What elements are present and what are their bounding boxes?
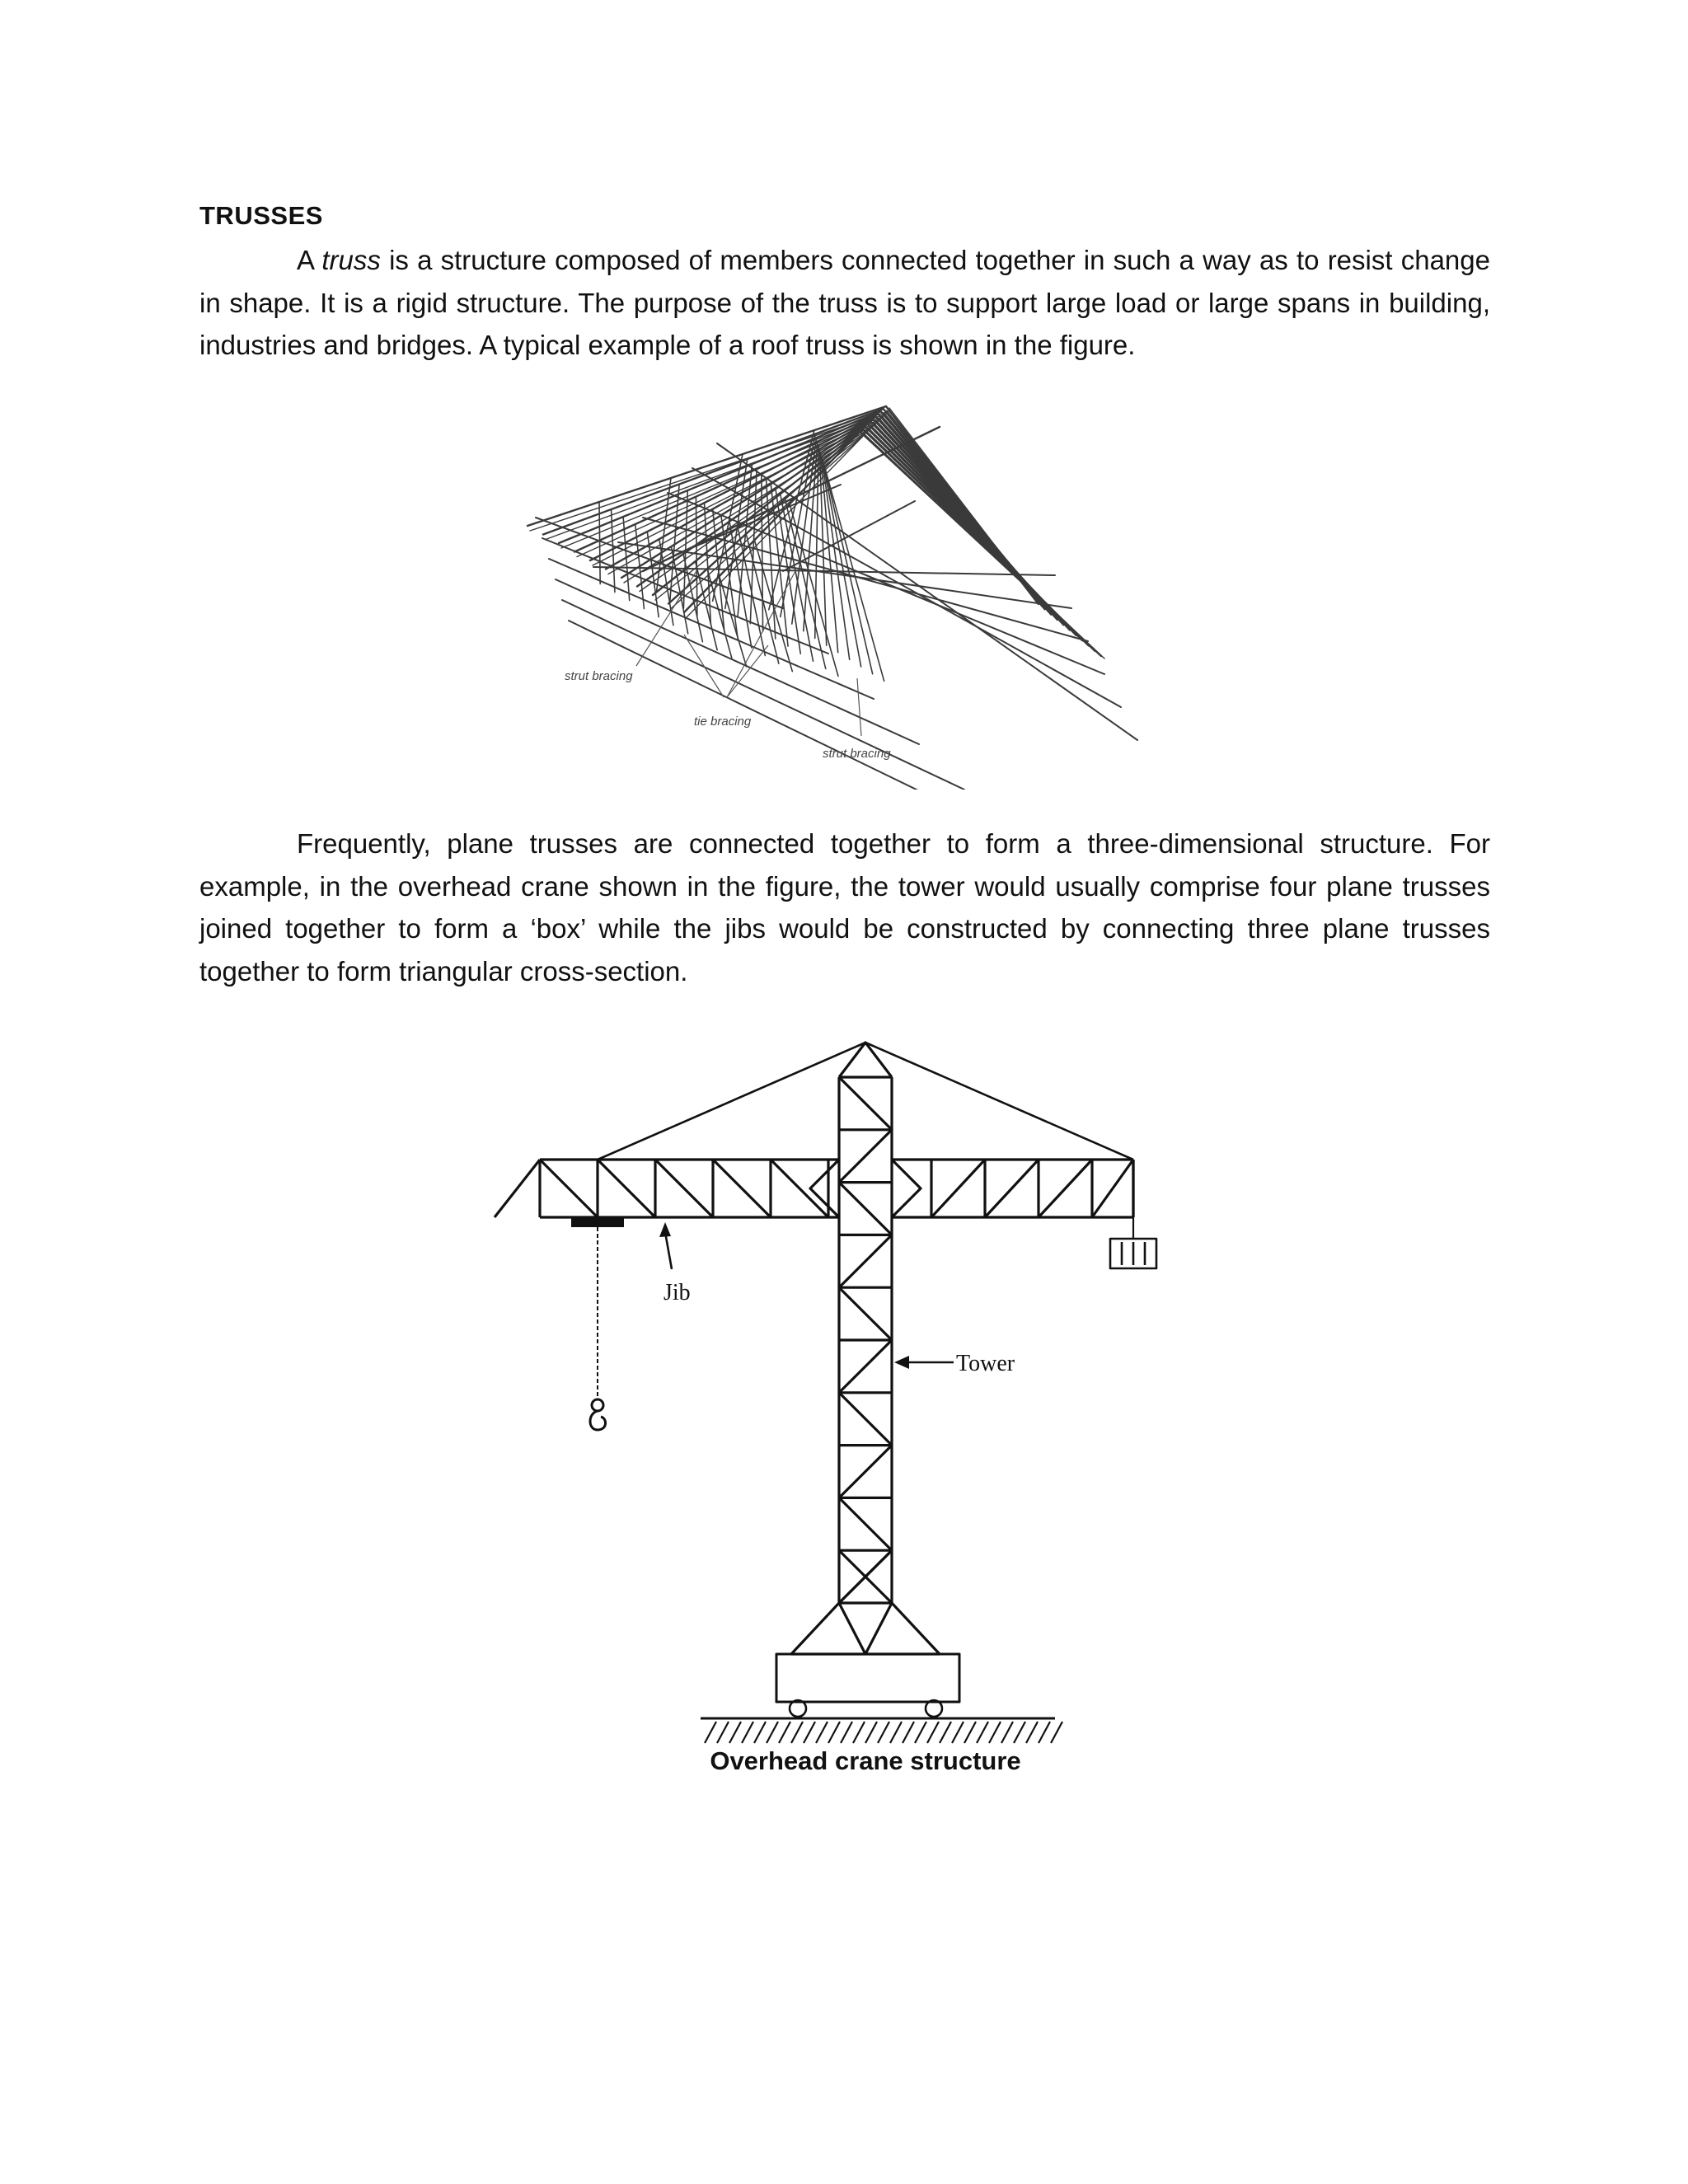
intro-rest: is a structure composed of members connected together in such a way as to resist change in shape. It is a rigid structure. The purpose of the truss is to support large load or large spans in building, industries and bridges. A typical example of a roof truss is shown in the figure. xyxy=(199,245,1490,360)
tower-label: Tower xyxy=(956,1351,1015,1376)
intro-lead: A xyxy=(297,245,322,275)
tower-truss xyxy=(839,1043,892,1603)
overhead-crane-figure xyxy=(482,1034,1183,1776)
pendant-cables xyxy=(598,1043,1133,1160)
strut-bracing-label-left: strut bracing xyxy=(565,669,633,683)
intro-paragraph xyxy=(199,239,1490,367)
strut-bracing-label-bottom: strut bracing xyxy=(823,747,891,761)
trolley xyxy=(571,1217,624,1227)
jib-label: Jib xyxy=(663,1280,691,1305)
tower-base xyxy=(776,1603,959,1717)
tie-bracing-label: tie bracing xyxy=(694,715,752,729)
counterweight xyxy=(1110,1239,1156,1268)
roof-truss-figure xyxy=(511,394,1154,790)
figure-caption: Overhead crane structure xyxy=(710,1746,1021,1775)
crane-paragraph xyxy=(199,823,1490,992)
roof-truss-drawing xyxy=(528,406,1137,790)
ground-hatching xyxy=(701,1718,1062,1743)
crane-paragraph-text: Frequently, plane trusses are connected together to form a three-dimensional structure. For example, in the overhead crane shown in the figure, the tower would usually comprise four plane trusses joined together to form a ‘box’ while the jibs would be constructed by connecting three plane trusses together to form triangular cross-section. xyxy=(199,828,1490,987)
truss-term: truss xyxy=(321,245,381,275)
jib-label-arrow xyxy=(659,1222,672,1269)
tower-label-arrow xyxy=(894,1356,954,1369)
hook-icon xyxy=(590,1399,606,1430)
crane-drawing xyxy=(495,1043,1156,1743)
left-jib-truss xyxy=(495,1160,839,1217)
right-jib-truss xyxy=(892,1160,1133,1217)
section-heading: TRUSSES xyxy=(199,201,323,230)
